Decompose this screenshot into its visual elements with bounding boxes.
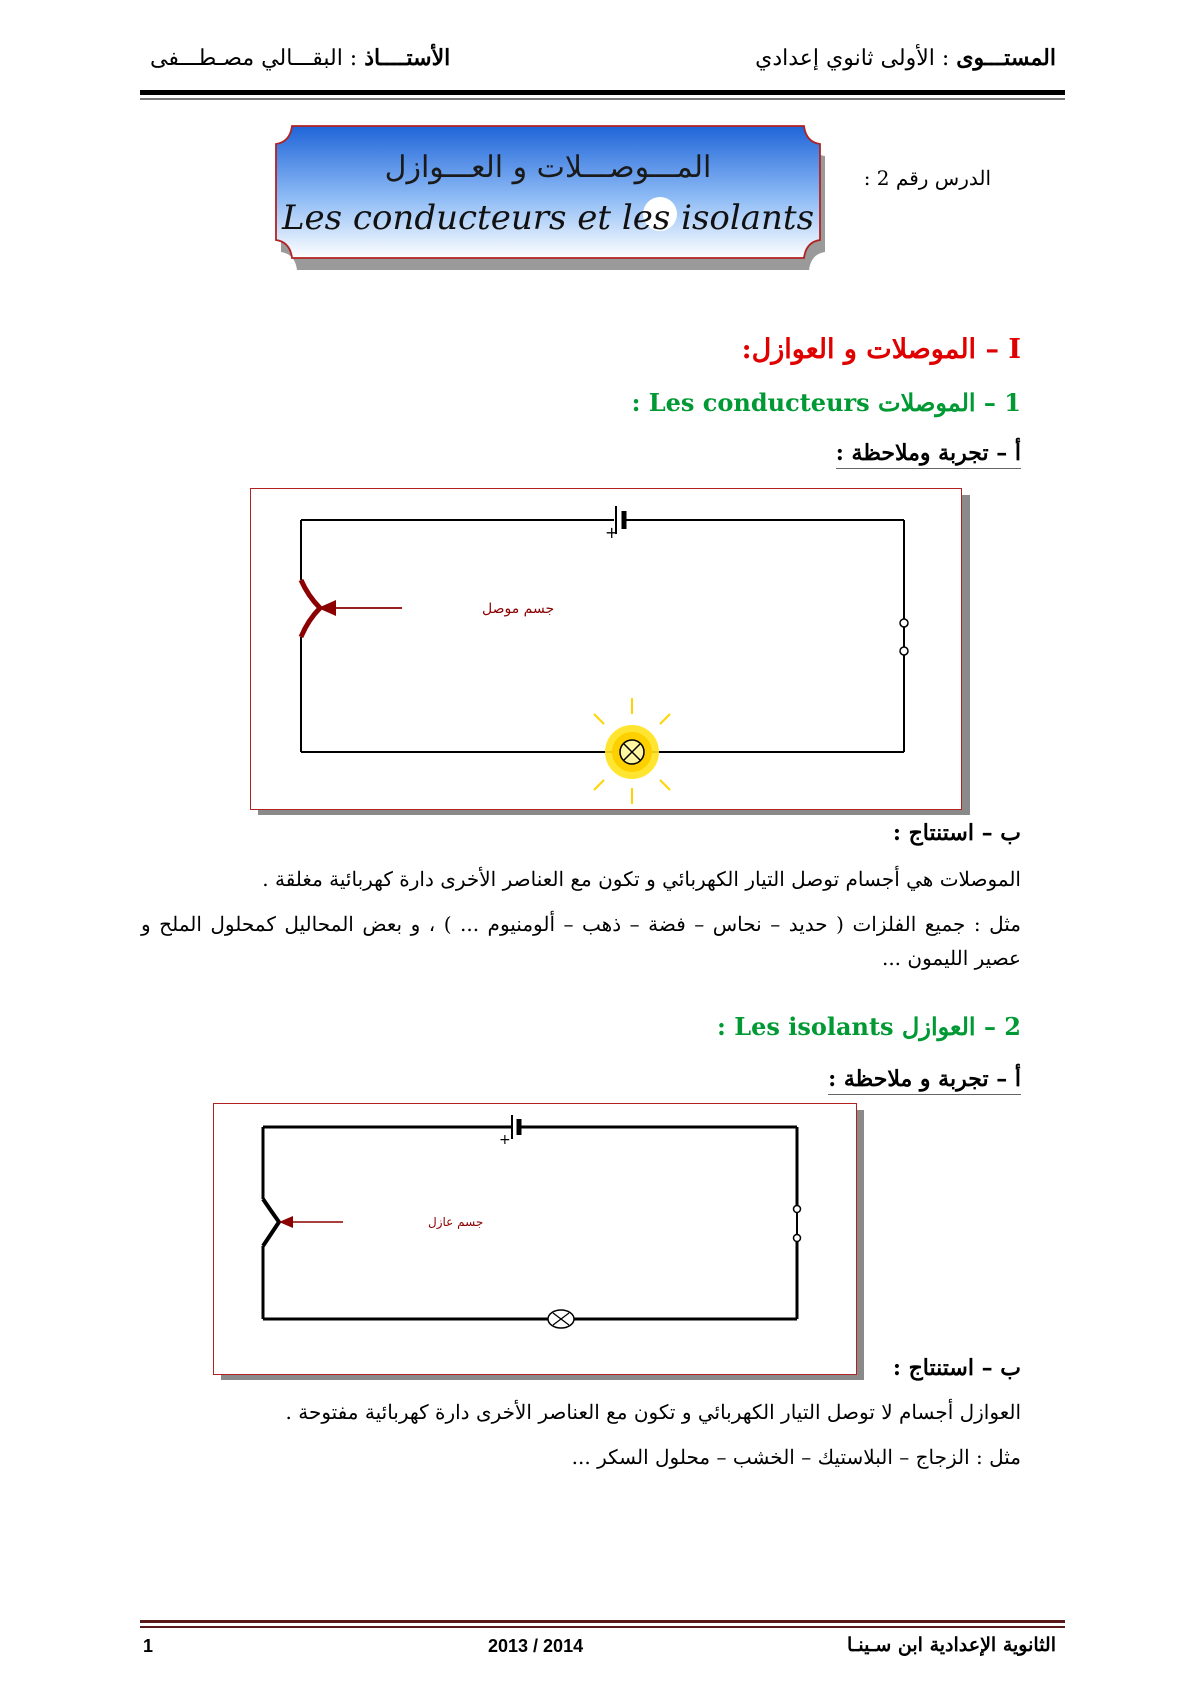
conductors-definition: الموصلات هي أجسام توصل التيار الكهربائي و تكون مع العناصر الأخرى دارة كهربائية مغلقة .: [262, 867, 1021, 891]
header-level: [755, 45, 1056, 71]
insulators-heading: 2 – العوازل Les isolants :: [716, 1012, 1021, 1041]
conductors-heading: 1 – الموصلات Les conducteurs :: [631, 388, 1021, 417]
insulators-examples: مثل : الزجاج – البلاستيك – الخشب – محلول السكر ...: [571, 1445, 1021, 1469]
conductor-body: [301, 580, 320, 637]
lesson-title-arabic: المـــوصـــلات و العـــوازل: [384, 150, 712, 185]
level-label: المستـــوى: [956, 45, 1056, 71]
insulator-label: جسم عازل: [428, 1215, 484, 1229]
lesson-title-french: Les conducteurs et les isolants: [281, 198, 815, 238]
unlit-lamp-icon: [548, 1310, 574, 1328]
conclusion-heading-2: ب – استنتاج :: [892, 1355, 1021, 1381]
battery-plus-sign: +: [605, 523, 619, 542]
experiment-heading-2: أ – تجربة و ملاحظة :: [828, 1066, 1021, 1092]
section-heading: I – الموصلات و العوازل:: [741, 334, 1021, 365]
conclusion-heading-1: ب – استنتاج :: [892, 820, 1021, 846]
conductor-circuit-diagram: [250, 488, 962, 810]
switch-icon: [794, 1206, 801, 1242]
header-rule-thin: [140, 98, 1065, 100]
level-value: : الأولى ثانوي إعدادي: [755, 46, 957, 71]
conductor-label: جسم موصل: [482, 601, 555, 617]
battery-icon: [512, 1115, 519, 1139]
insulator-body: [263, 1199, 279, 1246]
school-year: 2013 / 2014: [488, 1636, 584, 1656]
header-teacher: [150, 45, 450, 71]
insulator-circuit-diagram: [213, 1103, 857, 1375]
teacher-value: : البقـــالي مصـطـــفى: [150, 46, 365, 71]
battery-plus-sign: +: [499, 1132, 511, 1148]
label-arrow: [318, 600, 402, 616]
footer-rule: [140, 1620, 1065, 1623]
lesson-number: الدرس رقم 2 :: [863, 166, 991, 190]
insulators-definition: العوازل أجسام لا توصل التيار الكهربائي و تكون مع العناصر الأخرى دارة كهربائية مفتوحة .: [285, 1400, 1021, 1424]
label-arrow: [279, 1216, 343, 1228]
school-name: الثانوية الإعدادية ابن سـينـا: [847, 1634, 1056, 1656]
header-rule: [140, 90, 1065, 95]
footer-rule-thin: [140, 1626, 1065, 1628]
page-number: 1: [143, 1636, 154, 1656]
switch-icon: [900, 619, 908, 655]
teacher-label: الأستــــاذ: [364, 45, 451, 71]
experiment-heading-1: أ – تجربة وملاحظة :: [836, 440, 1021, 466]
conductors-examples: مثل : جميع الفلزات ( حديد – نحاس – فضة – ذهب – ألومنيوم ... ) ، و بعض المحاليل كمحلول الملح و عصير الليمون ...: [141, 912, 1021, 970]
